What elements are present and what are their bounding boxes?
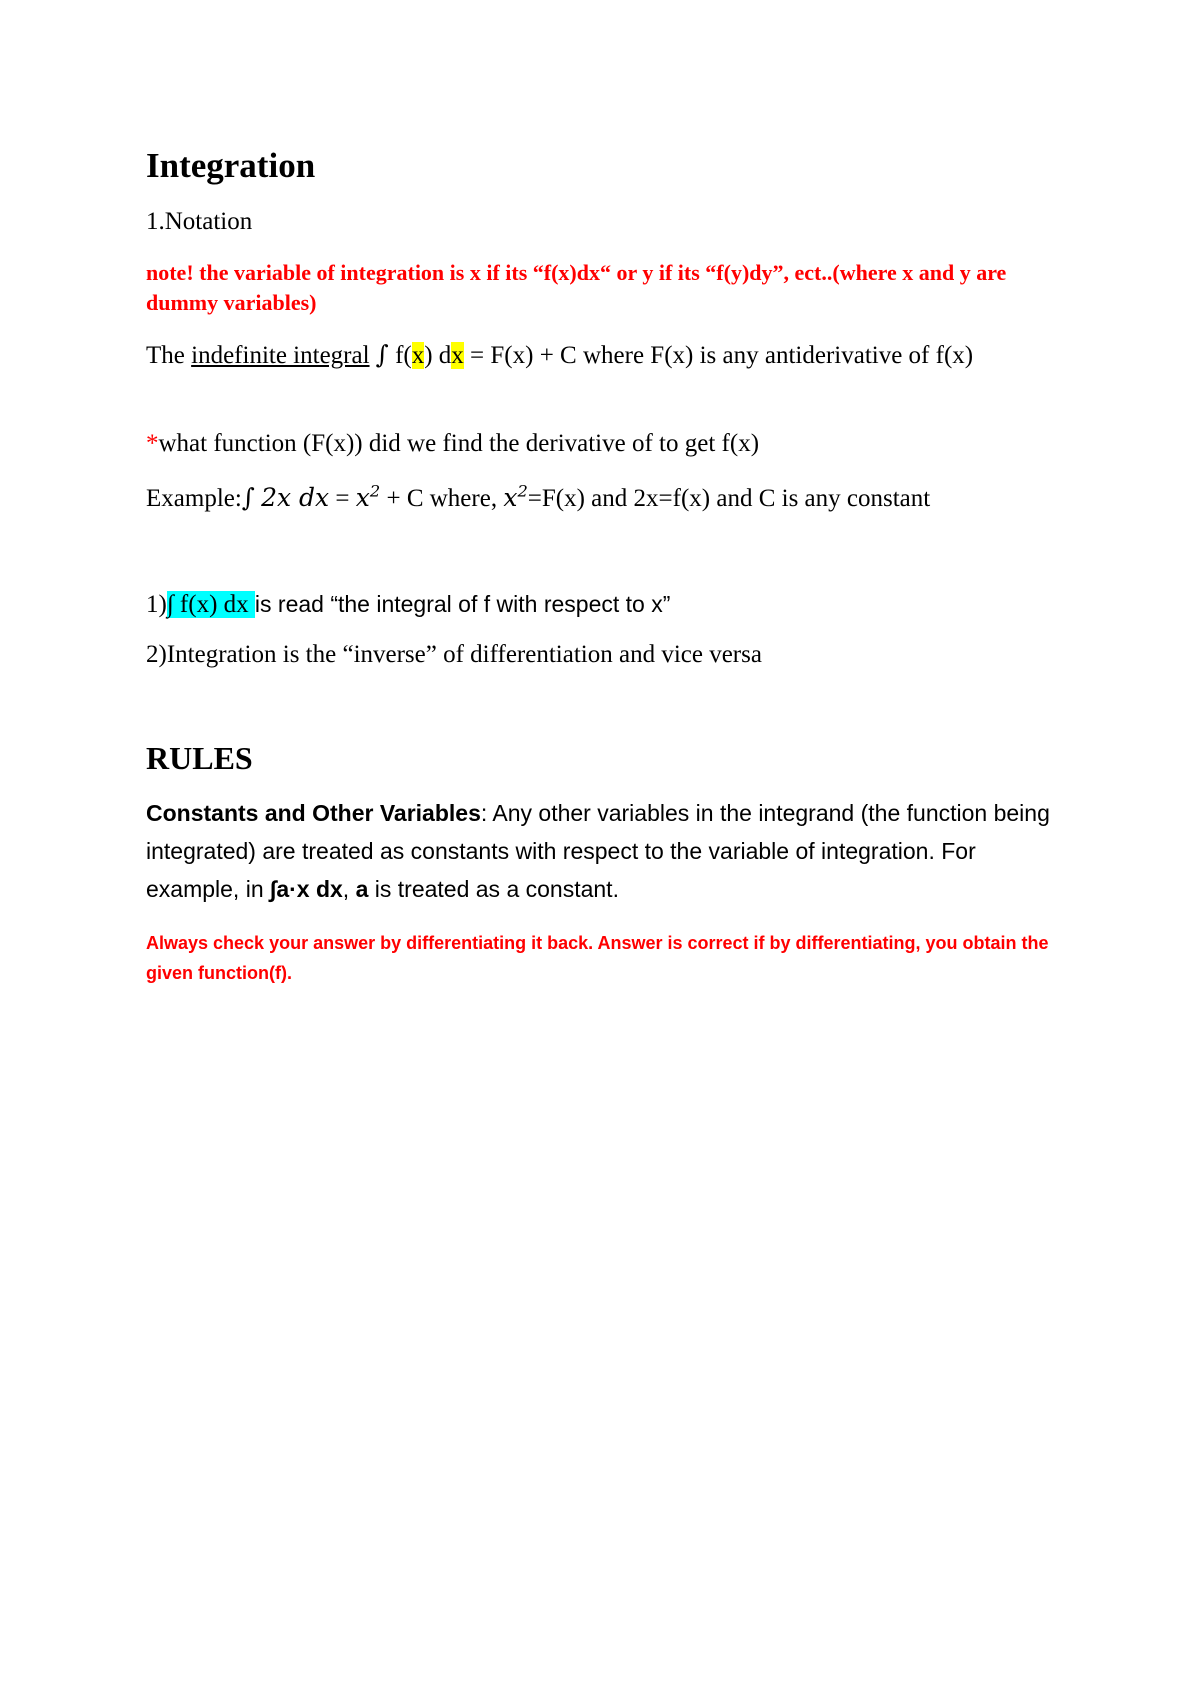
example-const: C where,: [400, 485, 504, 512]
rules-heading: RULES: [146, 740, 253, 776]
page-title: Integration: [146, 146, 316, 185]
point-1-number: 1): [146, 591, 167, 618]
point-1: [146, 585, 1066, 624]
rules-paragraph: [146, 794, 1066, 908]
example-paragraph: [146, 479, 1066, 518]
rules-text: : Any other variables in the integrand (the function being integrated) are treated as constants with respect to the variable of integration. For example, in: [146, 800, 1050, 902]
rules-a: a: [355, 876, 369, 902]
point-1-text: is read “the integral of f with respect to x”: [254, 591, 671, 617]
star-marker: *: [146, 430, 159, 457]
rules-comma: ,: [342, 876, 356, 902]
example-integral-sign: ∫: [241, 483, 255, 512]
example-integrand: 2x dx: [261, 483, 330, 512]
question-paragraph: [146, 425, 1066, 463]
rules-label: Constants and Other Variables: [146, 800, 481, 826]
point-1-expression: ∫ f(x) dx: [166, 591, 255, 618]
example-tail: =F(x) and 2x=f(x) and C is any constant: [527, 485, 931, 512]
rules-tail: is treated as a constant.: [368, 876, 619, 902]
point-2: 2)Integration is the “inverse” of differentiation and vice versa: [146, 641, 762, 668]
example-equals: =: [329, 485, 356, 512]
example-plus: +: [380, 485, 401, 512]
definition-f-open: f(: [388, 342, 412, 369]
example-exponent: 2: [369, 481, 381, 501]
definition-lead: The: [146, 342, 192, 369]
definition-term: indefinite integral: [191, 342, 370, 369]
warning-text: Always check your answer by differentiating it back. Answer is correct if by differentiating, you obtain the given function(f).: [146, 933, 1049, 983]
definition-rest: = F(x) + C where F(x) is any antiderivative of f(x): [463, 342, 974, 369]
example-exponent2: 2: [517, 481, 528, 501]
example-base2: x: [503, 483, 518, 512]
rules-expression: ∫a·x dx: [270, 876, 343, 902]
question-text: what function (F(x)) did we find the derivative of to get f(x): [158, 430, 760, 457]
example-lead: Example:: [146, 485, 242, 512]
highlight-dx-x: x: [451, 342, 464, 369]
definition-f-close: ) d: [424, 342, 452, 369]
note-text: note! the variable of integration is x if its “f(x)dx“ or y if its “f(y)dy”, ect..(where x and y are dummy variables): [146, 260, 1007, 315]
example-base: x: [355, 483, 370, 512]
section-heading-notation: 1.Notation: [146, 208, 253, 235]
highlight-x: x: [411, 342, 425, 369]
integral-sign-glyph: ∫: [375, 340, 389, 369]
definition-paragraph: [146, 336, 1066, 375]
